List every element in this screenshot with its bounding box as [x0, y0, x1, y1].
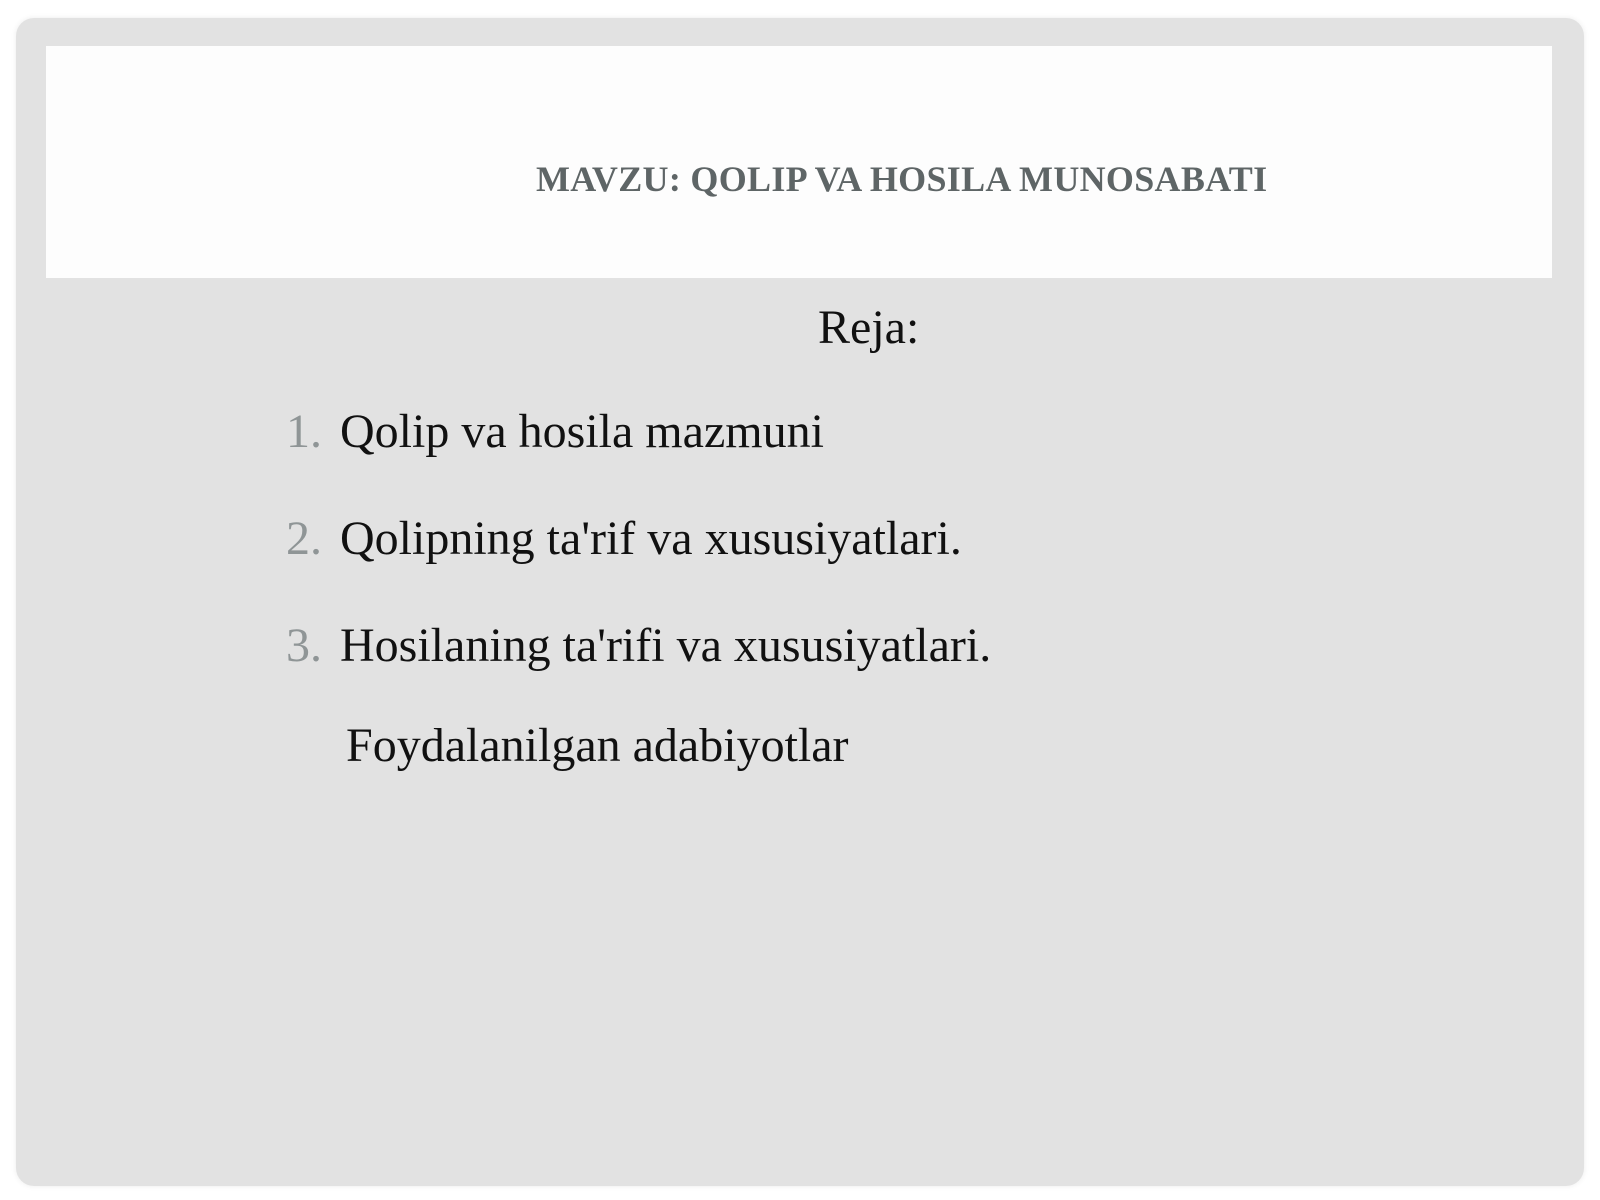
plan-heading: Reja: [818, 301, 920, 354]
references-heading: Foydalanilgan adabiyotlar [346, 719, 849, 772]
list-item-number: 2. [286, 512, 322, 565]
list-item [286, 511, 991, 618]
slide [16, 18, 1584, 1186]
list-item-number: 1. [286, 405, 322, 458]
list-item [286, 404, 991, 511]
list-item-text: Hosilaning ta'rifi va xususiyatlari. [340, 619, 992, 672]
slide-body [16, 18, 1584, 1186]
slide-title: MAVZU: QOLIP VA HOSILA MUNOSABATI [536, 159, 1268, 199]
list-item-text: Qolip va hosila mazmuni [340, 405, 824, 458]
list-item [286, 618, 991, 725]
list-item-number: 3. [286, 619, 322, 672]
list-item-text: Qolipning ta'rif va xususiyatlari. [340, 512, 962, 565]
plan-list [286, 404, 991, 725]
